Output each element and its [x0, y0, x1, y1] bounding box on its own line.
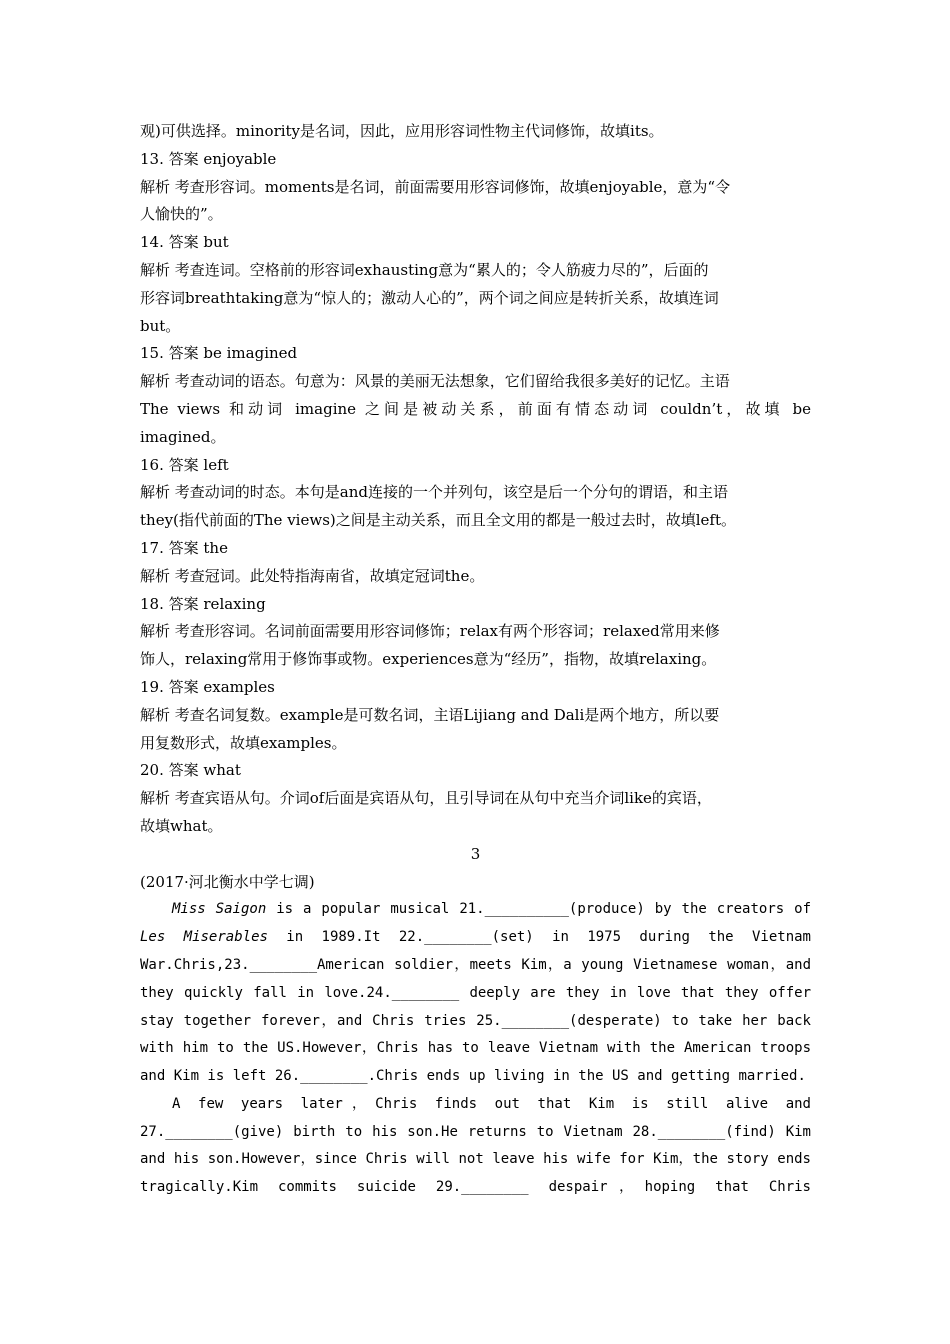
passage-line: and Kim is left 26.________.Chris ends up living in the US and getting married. — [140, 1068, 806, 1085]
text-line: 解析 考查连词。空格前的形容词exhausting意为“累人的；令人筋疲力尽的”，后面的 — [140, 260, 709, 279]
text-line: 用复数形式，故填examples。 — [140, 733, 347, 752]
text-line: 形容词breathtaking意为“惊人的；激动人心的”，两个词之间应是转折关系，故填连词 — [140, 288, 719, 307]
passage-line: they quickly fall in love.24.________ deeply are they in love that they offer — [140, 984, 811, 1001]
passage-text: is a popular musical 21.__________(produce) by the creators of — [266, 901, 811, 918]
answer-line: 18. 答案 relaxing — [140, 594, 266, 613]
passage-line: A few years later，Chris finds out that Kim is still alive and — [172, 1095, 811, 1112]
title-miss-saigon: Miss Saigon — [172, 901, 267, 918]
answer-line: 14. 答案 but — [140, 233, 229, 252]
text-line: 解析 考查宾语从句。介词of后面是宾语从句，且引导词在从句中充当介词like的宾语， — [140, 789, 712, 808]
document-page — [140, 118, 811, 1202]
text-line: 解析 考查冠词。此处特指海南省，故填定冠词the。 — [140, 566, 485, 585]
title-les-miserables: Les Miserables — [140, 929, 268, 946]
text-line: 人愉快的”。 — [140, 205, 223, 224]
passage-line — [140, 924, 811, 952]
text-line: The views 和动词 imagine 之间是被动关系，前面有情态动词 couldn’t，故填 be — [140, 399, 811, 418]
text-line: 解析 考查形容词。名词前面需要用形容词修饰；relax有两个形容词；relaxed常用来修 — [140, 622, 720, 641]
text-line: 解析 考查动词的时态。本句是and连接的一个并列句，该空是后一个分句的谓语，和主语 — [140, 483, 728, 502]
passage-line: tragically.Kim commits suicide 29.________ despair，hoping that Chris — [140, 1179, 811, 1196]
text-line: 解析 考查形容词。moments是名词，前面需要用形容词修饰，故填enjoyable，意为“令 — [140, 177, 731, 196]
text-line: 饰人，relaxing常用于修饰事或物。experiences意为“经历”，指物，故填relaxing。 — [140, 650, 717, 669]
passage-line — [140, 896, 811, 924]
text-line: imagined。 — [140, 427, 226, 446]
text-line: 观)可供选择。minority是名词，因此，应用形容词性物主代词修饰，故填its。 — [140, 122, 664, 140]
passage-line: 27.________(give) birth to his son.He returns to Vietnam 28.________(find) Kim — [140, 1123, 811, 1140]
passage-line: and his son.However，since Chris will not leave his wife for Kim，the story ends — [140, 1151, 811, 1168]
answer-line: 17. 答案 the — [140, 538, 228, 557]
answer-line: 19. 答案 examples — [140, 677, 275, 696]
passage-line: War.Chris,23.________American soldier，meets Kim，a young Vietnamese woman，and — [140, 956, 811, 973]
answer-line: 16. 答案 left — [140, 455, 229, 474]
answer-line: 20. 答案 what — [140, 761, 241, 780]
text-line: 故填what。 — [140, 816, 223, 835]
text-line: they(指代前面的The views)之间是主动关系，而且全文用的都是一般过去时，故填left。 — [140, 511, 736, 530]
text-line: but。 — [140, 316, 181, 335]
answer-line: 13. 答案 enjoyable — [140, 149, 277, 168]
passage-line: with him to the US.However，Chris has to leave Vietnam with the American troops — [140, 1040, 811, 1057]
passage-line: stay together forever，and Chris tries 25.________(desperate) to take her back — [140, 1012, 811, 1029]
section-number: 3 — [470, 844, 481, 863]
text-line: 解析 考查名词复数。example是可数名词，主语Lijiang and Dali是两个地方，所以要 — [140, 705, 720, 724]
text-line: 解析 考查动词的语态。句意为：风景的美丽无法想象，它们留给我很多美好的记忆。主语 — [140, 372, 730, 391]
answer-line: 15. 答案 be imagined — [140, 344, 298, 363]
passage-source: (2017·河北衡水中学七调) — [140, 872, 315, 891]
passage-text: in 1989.It 22.________(set) in 1975 during the Vietnam — [267, 929, 811, 946]
